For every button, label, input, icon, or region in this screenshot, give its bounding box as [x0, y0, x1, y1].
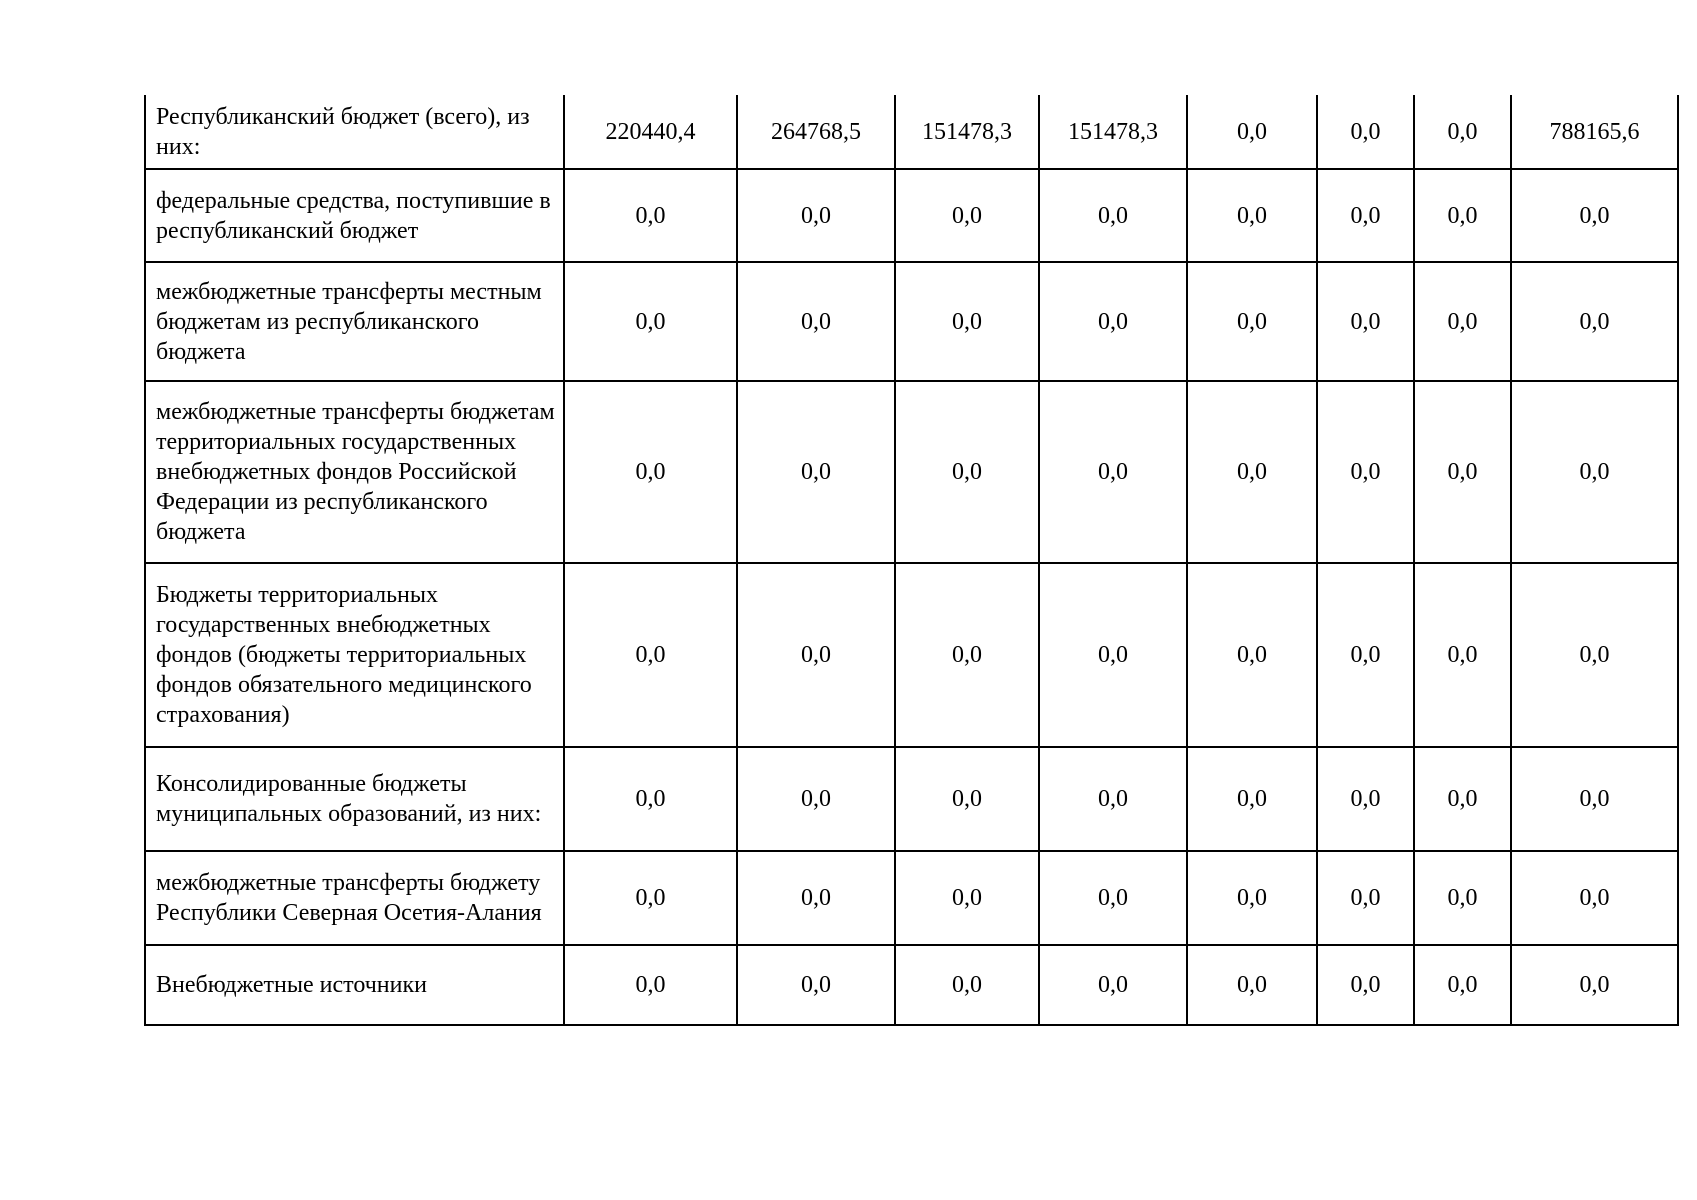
table-cell: 0,0	[1414, 169, 1511, 262]
table-cell: 0,0	[1187, 381, 1317, 563]
table-cell: 0,0	[1511, 747, 1678, 851]
table-row	[145, 95, 1678, 169]
table-cell: 0,0	[1039, 169, 1187, 262]
table-cell: 0,0	[1039, 945, 1187, 1025]
table-row	[145, 563, 1678, 747]
table-cell: 788165,6	[1511, 95, 1678, 169]
table-cell: 0,0	[895, 262, 1039, 381]
table-cell: 0,0	[1187, 851, 1317, 945]
table-body	[145, 95, 1678, 1025]
table-cell: 0,0	[737, 262, 895, 381]
table-cell: 0,0	[895, 747, 1039, 851]
table-cell: 0,0	[1511, 563, 1678, 747]
table-cell: 0,0	[1414, 262, 1511, 381]
table-cell: 0,0	[1414, 747, 1511, 851]
table-cell: 0,0	[1039, 747, 1187, 851]
table-cell: 0,0	[1511, 169, 1678, 262]
table-cell: 0,0	[1317, 563, 1414, 747]
table-cell: 0,0	[1039, 381, 1187, 563]
table-cell: 0,0	[895, 945, 1039, 1025]
table-row	[145, 945, 1678, 1025]
table-cell: 0,0	[1187, 945, 1317, 1025]
row-label: межбюджетные трансферты бюджету Республики Северная Осетия-Алания	[145, 851, 564, 945]
row-label: Республиканский бюджет (всего), из них:	[145, 95, 564, 169]
row-label: федеральные средства, поступившие в республиканский бюджет	[145, 169, 564, 262]
table-cell: 264768,5	[737, 95, 895, 169]
table-cell: 0,0	[895, 169, 1039, 262]
table-cell: 0,0	[737, 945, 895, 1025]
table-cell: 0,0	[1511, 262, 1678, 381]
table-row	[145, 381, 1678, 563]
table-cell: 0,0	[1187, 563, 1317, 747]
table-cell: 0,0	[895, 851, 1039, 945]
table-cell: 0,0	[1317, 262, 1414, 381]
table-row	[145, 747, 1678, 851]
table-cell: 0,0	[1511, 381, 1678, 563]
table-cell: 0,0	[1187, 262, 1317, 381]
table-cell: 0,0	[1317, 747, 1414, 851]
table-cell: 0,0	[1039, 851, 1187, 945]
row-label: Бюджеты территориальных государственных внебюджетных фондов (бюджеты территориальных фондов обязательного медицинского страхования)	[145, 563, 564, 747]
table-cell: 0,0	[1187, 95, 1317, 169]
table-cell: 0,0	[564, 945, 737, 1025]
table-cell: 0,0	[564, 851, 737, 945]
table-row	[145, 262, 1678, 381]
table-cell: 0,0	[1414, 945, 1511, 1025]
table-row	[145, 169, 1678, 262]
table-cell: 0,0	[1511, 851, 1678, 945]
table-cell: 0,0	[895, 381, 1039, 563]
table-cell: 0,0	[1187, 747, 1317, 851]
table-cell: 0,0	[1511, 945, 1678, 1025]
table-cell: 0,0	[1414, 381, 1511, 563]
table-cell: 0,0	[1039, 563, 1187, 747]
table-cell: 0,0	[1317, 851, 1414, 945]
table-cell: 0,0	[1414, 563, 1511, 747]
table-cell: 0,0	[1317, 169, 1414, 262]
table-cell: 0,0	[564, 563, 737, 747]
table-cell: 0,0	[737, 169, 895, 262]
table-cell: 0,0	[564, 169, 737, 262]
table-cell: 0,0	[1414, 851, 1511, 945]
row-label: Консолидированные бюджеты муниципальных образований, из них:	[145, 747, 564, 851]
table-cell: 0,0	[1039, 262, 1187, 381]
table-cell: 0,0	[1317, 945, 1414, 1025]
table-cell: 0,0	[1187, 169, 1317, 262]
table-cell: 0,0	[737, 563, 895, 747]
table-cell: 0,0	[737, 747, 895, 851]
table-cell: 0,0	[737, 381, 895, 563]
row-label: межбюджетные трансферты местным бюджетам из республиканского бюджета	[145, 262, 564, 381]
table-cell: 0,0	[737, 851, 895, 945]
table-cell: 0,0	[1317, 381, 1414, 563]
table-cell: 0,0	[564, 747, 737, 851]
table-cell: 0,0	[1317, 95, 1414, 169]
table-cell: 151478,3	[895, 95, 1039, 169]
table-row	[145, 851, 1678, 945]
table-cell: 0,0	[1414, 95, 1511, 169]
budget-table	[144, 95, 1679, 1026]
table-cell: 220440,4	[564, 95, 737, 169]
row-label: Внебюджетные источники	[145, 945, 564, 1025]
table-cell: 0,0	[564, 262, 737, 381]
table-cell: 151478,3	[1039, 95, 1187, 169]
table-cell: 0,0	[895, 563, 1039, 747]
table-cell: 0,0	[564, 381, 737, 563]
row-label: межбюджетные трансферты бюджетам территориальных государственных внебюджетных фондов Российской Федерации из республиканского бюджета	[145, 381, 564, 563]
